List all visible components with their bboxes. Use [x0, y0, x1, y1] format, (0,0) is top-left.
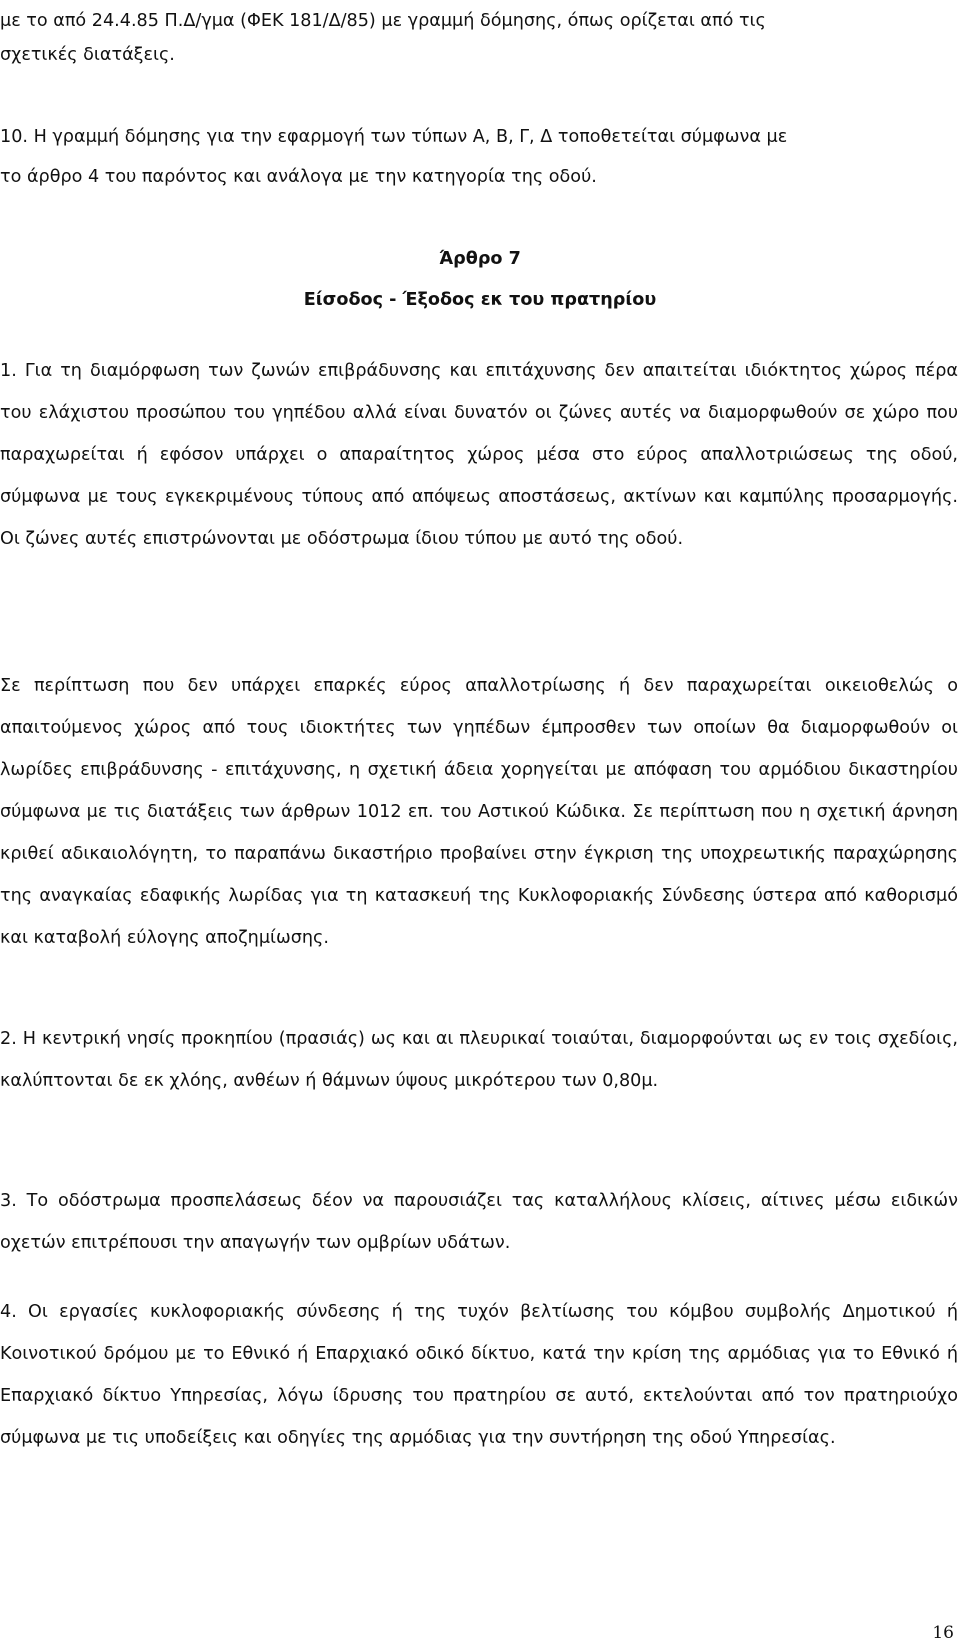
paragraph-1: 1. Για τη διαμόρφωση των ζωνών επιβράδυνσης και επιτάχυνσης δεν απαιτείται ιδιόκτητος χώρος πέρα του ελάχιστου προσώπου του γηπέδου αλλά είναι δυνατόν οι ζώνες αυτές να διαμορφωθούν σε χώρο που παραχωρείται ή εφόσον υπάρχει ο απαραίτητος χώρος μέσα στο εύρος απαλλοτριώσεως της οδού, σύμφωνα με τους εγκεκριμένους τύπους από απόψεως αποστάσεως, ακτίνων και καμπύλης προσαρμογής. Οι ζώνες αυτές επιστρώνονται με οδόστρωμα ίδιου τύπου με αυτό της οδού. [0, 361, 958, 549]
paragraph-4: 4. Οι εργασίες κυκλοφοριακής σύνδεσης ή της τυχόν βελτίωσης του κόμβου συμβολής Δημοτικού ή Κοινοτικού δρόμου με το Εθνικό ή Επαρχιακό οδικό δίκτυο, κατά την κρίση της αρμόδιας για το Εθνικό ή Επαρχιακό δίκτυο Υπηρεσίας, λόγω ίδρυσης του πρατηρίου σε αυτό, εκτελούνται από τον πρατηριούχο σύμφωνα με τις υποδείξεις και οδηγίες της αρμόδιας για την συντήρηση της οδού Υπηρεσίας. [0, 1302, 958, 1448]
item-10-line-1: 10. Η γραμμή δόμησης για την εφαρμογή των τύπων Α, Β, Γ, Δ τοποθετείται σύμφωνα με [0, 127, 788, 147]
intro-line-2: σχετικές διατάξεις. [0, 45, 175, 65]
page-number: 16 [932, 1623, 954, 1643]
paragraph-2: 2. Η κεντρική νησίς προκηπίου (πρασιάς) ως και αι πλευρικαί τοιαύται, διαμορφούνται ως εν τοις σχεδίοις, καλύπτονται δε εκ χλόης, ανθέων ή θάμνων ύψους μικρότερου των 0,80μ. [0, 1029, 958, 1091]
paragraph-3: 3. Το οδόστρωμα προσπελάσεως δέον να παρουσιάζει τας καταλλήλους κλίσεις, αίτινες μέσω ειδικών οχετών επιτρέπουσι την απαγωγήν των ομβρίων υδάτων. [0, 1191, 958, 1253]
intro-line-1: με το από 24.4.85 Π.Δ/γμα (ΦΕΚ 181/Δ/85) με γραμμή δόμησης, όπως ορίζεται από τις [0, 11, 766, 31]
item-10-line-2: το άρθρο 4 του παρόντος και ανάλογα με την κατηγορία της οδού. [0, 167, 597, 187]
article-subtitle: Είσοδος - Έξοδος εκ του πρατηρίου [303, 290, 657, 310]
paragraph-1b: Σε περίπτωση που δεν υπάρχει επαρκές εύρος απαλλοτρίωσης ή δεν παραχωρείται οικειοθελώς ο απαιτούμενος χώρος από τους ιδιοκτήτες των γηπέδων έμπροσθεν των οποίων θα διαμορφωθούν οι λωρίδες επιβράδυνσης - επιτάχυνσης, η σχετική άδεια χορηγείται με απόφαση του αρμόδιου δικαστηρίου σύμφωνα με τις διατάξεις των άρθρων 1012 επ. του Αστικού Κώδικα. Σε περίπτωση που η σχετική άρνηση κριθεί αδικαιολόγητη, το παραπάνω δικαστήριο προβαίνει στην έγκριση της υποχρεωτικής παραχώρησης της αναγκαίας εδαφικής λωρίδας για τη κατασκευή της Κυκλοφοριακής Σύνδεσης ύστερα από καθορισμό και καταβολή εύλογης αποζημίωσης. [0, 676, 958, 948]
article-title: Άρθρο 7 [439, 249, 521, 269]
